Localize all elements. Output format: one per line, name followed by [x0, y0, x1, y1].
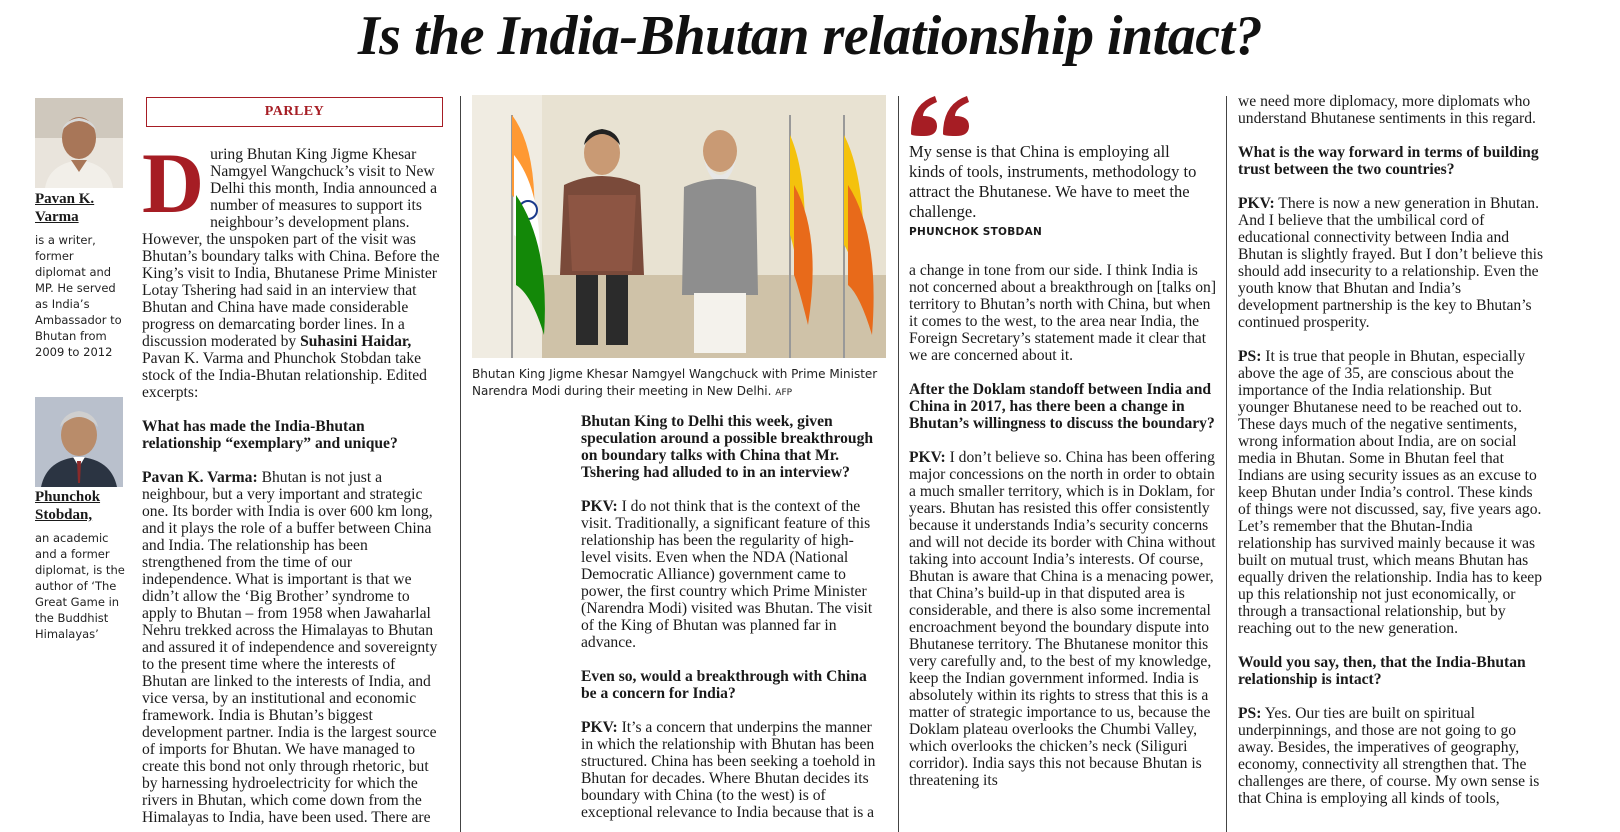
- caption-text: Bhutan King Jigme Khesar Namgyel Wangchuck with Prime Minister Narendra Modi during their meeting in New Delhi.: [472, 367, 878, 398]
- section-label: PARLEY: [146, 97, 443, 127]
- question: What is the way forward in terms of building trust between the two countries?: [1238, 144, 1539, 178]
- drop-cap: D: [142, 146, 205, 231]
- answer-text: I don’t believe so. China has been offering major concessions on the north in order to obtain a much smaller territory, which is in Doklam, for years. Bhutan has resisted this offer consistently because it understands India’s security concerns and will not decide its border with China without taking into account India’s interests. Of course, Bhutan is aware that China is a menacing power, that China’s build-up in that disputed area is considerable, and there is also some incremental encroachment beyond the boundary dispute into Bhutanese territory. The Bhutanese monitor this very carefully and, to the best of my knowledge, keep the Indian government informed. India is absolutely within its rights to stress that this is a matter of strategic importance to us, because the Doklam plateau overlooks the Chumbi Valley, which overlooks the chicken’s neck (Siliguri corridor). India says this not because Bhutan is threatening its: [909, 449, 1216, 789]
- photo-credit: AFP: [775, 388, 793, 398]
- answer-text: Yes. Our ties are built on spiritual underpinnings, and those are not going to go away. Besides, the imperatives of geography, economy, connectivity all strengthen that. The challenges are there, of course. My own sense is that China is employing all kinds of tools,: [1238, 705, 1540, 807]
- answer-paragraph: [1238, 348, 1544, 637]
- photo-image: [472, 95, 886, 358]
- speaker-label: PKV:: [909, 449, 946, 466]
- question: Even so, would a breakthrough with China be a concern for India?: [581, 668, 867, 702]
- answer-paragraph: [1238, 705, 1544, 807]
- intro-text-2: Pavan K. Varma and Phunchok Stobdan take stock of the India-Bhutan relationship. Edited excerpts:: [142, 350, 427, 401]
- answer-paragraph: [909, 449, 1217, 789]
- portrait-image: [35, 98, 123, 188]
- author-name-stobdan[interactable]: Phunchok Stobdan,: [35, 489, 101, 523]
- pull-quote-text: My sense is that China is employing all kinds of tools, instruments, methodology to attract the Bhutanese. We have to meet the challenge.: [909, 142, 1197, 221]
- answer-paragraph: [581, 719, 884, 821]
- answer-text: Bhutan is not just a neighbour, but a very important and strategic one. Its border with India is over 600 km long, and it plays the role of a buffer between China and India. The relationship has been strengthened from the time of our independence. What is important is that we didn’t allow the ‘Big Brother’ syndrome to apply to Bhutan – from 1958 when Jawaharlal Nehru trekked across the Himalayas to Bhutan and assured it of independence and sovereignty to the present time where the interests of Bhutan are linked to the interests of India, and vice versa, by an institutional and economic framework. India is Bhutan’s biggest development partner. India is the largest source of imports for Bhutan. We have managed to create this bond not only through rhetoric, but by harnessing hydroelectricity for which the rivers in Bhutan, which come down from the Himalayas to India, have been used. There are: [142, 469, 438, 826]
- question: Would you say, then, that the India-Bhutan relationship is intact?: [1238, 654, 1526, 688]
- headline: Is the India-Bhutan relationship intact?: [357, 5, 1263, 67]
- column-divider: [460, 96, 461, 832]
- article-photo: [472, 95, 886, 358]
- speaker-label: Pavan K. Varma:: [142, 469, 258, 486]
- answer-text: There is now a new generation in Bhutan. And I believe that the umbilical cord of educational connectivity between India and Bhutan is slightly frayed. But I don’t believe this should add insecurity to a relationship. Even the youth know that Bhutan and India’s development partnership is the key to Bhutan’s continued prosperity.: [1238, 195, 1544, 331]
- author-bio-stobdan: an academic and a former diplomat, is the author of ‘The Great Game in the Buddhist Himalayas’: [35, 531, 125, 641]
- column-divider: [898, 96, 899, 832]
- column-divider: [1226, 96, 1227, 832]
- speaker-label: PS:: [1238, 348, 1262, 365]
- speaker-label: PKV:: [1238, 195, 1275, 212]
- answer-paragraph: [142, 469, 442, 826]
- portrait-image: [35, 397, 123, 487]
- photo-caption: [472, 366, 888, 402]
- quote-mark-icon: [909, 94, 973, 136]
- author-photo-stobdan: [35, 397, 123, 487]
- intro-paragraph: [142, 146, 442, 401]
- author-bio-varma: is a writer, former diplomat and MP. He served as India’s Ambassador to Bhutan from 2009 to 2012: [35, 233, 122, 359]
- answer-paragraph: [581, 498, 884, 651]
- answer-paragraph: [1238, 195, 1544, 331]
- column-1: [142, 146, 442, 832]
- pull-quote-attribution: PHUNCHOK STOBDAN: [909, 226, 1043, 238]
- column-4: [1238, 93, 1544, 832]
- moderator-name: Suhasini Haidar,: [300, 333, 412, 350]
- intro-text-1: uring Bhutan King Jigme Khesar Namgyel Wangchuck’s visit to New Delhi this month, India announced a number of measures to support its neighbour’s development plans. However, the unspoken part of the visit was Bhutan’s boundary talks with China. Before the King’s visit to India, Bhutanese Prime Minister Lotay Tshering had said in an interview that Bhutan and China have made considerable progress on demarcating border lines. In a discussion moderated by: [142, 146, 440, 350]
- answer-text: It’s a concern that underpins the manner in which the relationship with Bhutan has been structured. China has been seeking a toehold in Bhutan for decades. Where Bhutan decides its boundary with China (to the west) is of exceptional relevance to India because that is a: [581, 719, 876, 821]
- question: Bhutan King to Delhi this week, given speculation around a possible breakthrough on boundary talks with China that Mr. Tshering had alluded to in an interview?: [581, 413, 874, 481]
- speaker-label: PKV:: [581, 719, 618, 736]
- answer-text: It is true that people in Bhutan, especially above the age of 35, are conscious about the importance of the India relationship. But younger Bhutanese need to be reached out to. These days much of the negative sentiments, wrong information about India, are on social media in Bhutan. Some in Bhutan feel that Indians are using security issues as an excuse to keep Bhutan under India’s control. These kinds of things were not discussed, say, five years ago. Let’s remember that the Bhutan-India relationship has survived mainly because it was built on mutual trust, which means Bhutan has equally driven the relationship. India has to keep up this relationship not just economically, or through a transactional relationship, but by reaching out to the new generation.: [1238, 348, 1542, 637]
- question: What has made the India-Bhutan relationship “exemplary” and unique?: [142, 418, 398, 452]
- answer-text: I do not think that is the context of the visit. Traditionally, a significant feature of this relationship has been the regularity of high-level visits. Even when the NDA (National Democratic Alliance) government came to power, the first country which Prime Minister (Narendra Modi) visited was Bhutan. The visit of the King of Bhutan was planned far in advance.: [581, 498, 873, 651]
- question: After the Doklam standoff between India and China in 2017, has there been a change in Bhutan’s willingness to discuss the boundary?: [909, 381, 1215, 432]
- speaker-label: PS:: [1238, 705, 1262, 722]
- continuation-text: we need more diplomacy, more diplomats who understand Bhutanese sentiments in this regard.: [1238, 93, 1536, 127]
- column-2: [581, 413, 884, 832]
- author-name-varma[interactable]: Pavan K. Varma: [35, 191, 95, 225]
- continuation-text: a change in tone from our side. I think India is not concerned about a breakthrough on [talks on] territory to Bhutan’s north with China, but when it comes to the west, to the area near India, the Foreign Secretary’s statement made it clear that we are concerned about it.: [909, 262, 1217, 364]
- speaker-label: PKV:: [581, 498, 618, 515]
- author-photo-varma: [35, 98, 123, 188]
- column-3: [909, 262, 1217, 832]
